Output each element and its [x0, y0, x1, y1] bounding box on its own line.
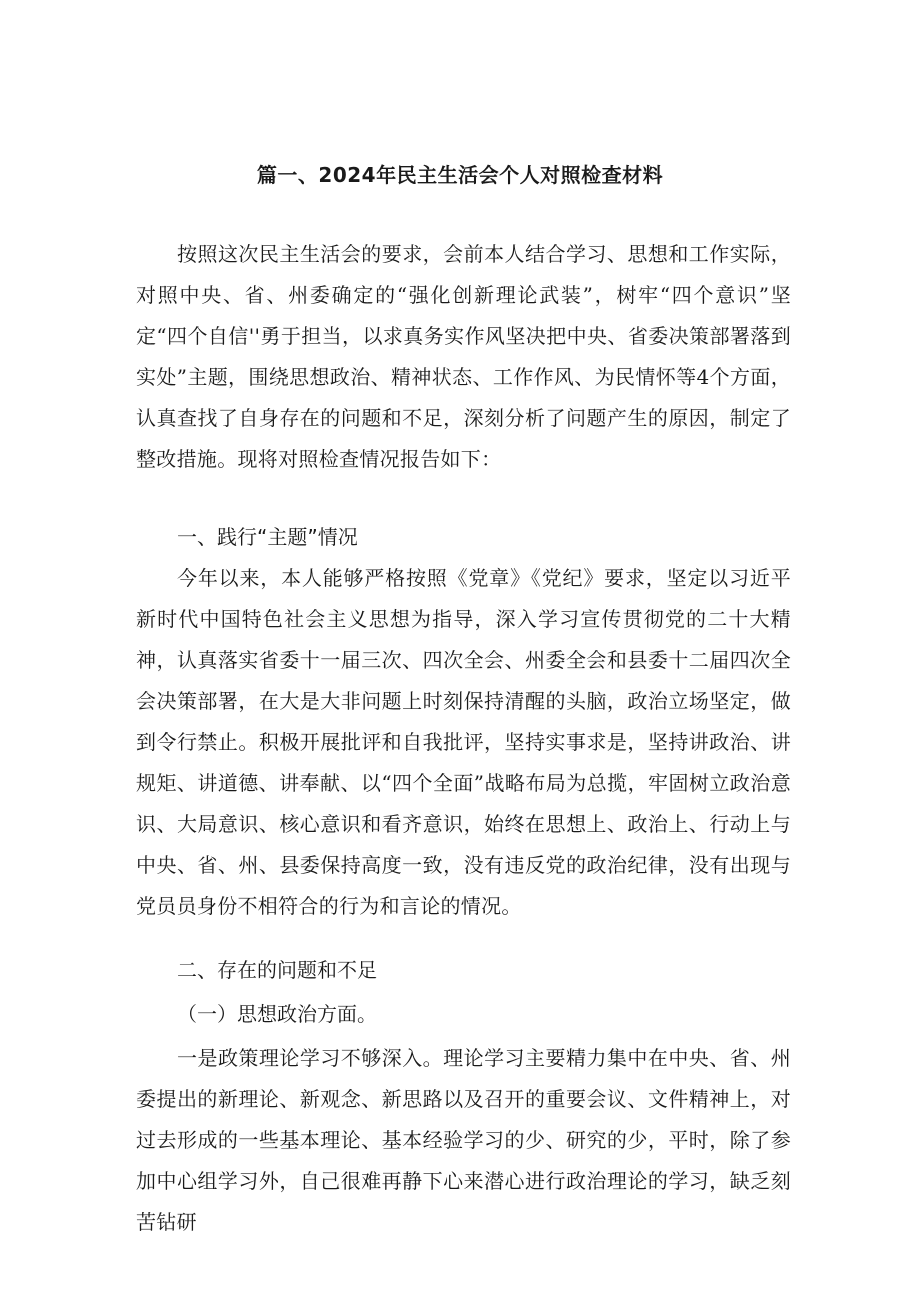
section-one-paragraph: 今年以来，本人能够严格按照《党章》《党纪》要求，坚定以习近平新时代中国特色社会主义思想为指导，深入学习宣传贯彻党的二十大精神，认真落实省委十一届三次、四次全会、州委全会和县委十二届四次全会决策部署，在大是大非问题上时刻保持清醒的头脑，政治立场坚定，做到令行禁止。积极开展批评和自我批评，坚持实事求是，坚持讲政治、讲规矩、讲道德、讲奉献、以“四个全面”战略布局为总揽，牢固树立政治意识、大局意识、核心意识和看齐意识，始终在思想上、政治上、行动上与中央、省、州、县委保持高度一致，没有违反党的政治纪律，没有出现与党员员身份不相符合的行为和言论的情况。 [136, 566, 791, 918]
section-one-heading: 一、践行“主题”情况 [177, 525, 358, 549]
section-two-heading: 二、存在的问题和不足 [177, 958, 377, 982]
section-two-subheading: （一）思想政治方面。 [177, 1002, 377, 1026]
section-two-paragraph: 一是政策理论学习不够深入。理论学习主要精力集中在中央、省、州委提出的新理论、新观念、新思路以及召开的重要会议、文件精神上，对过去形成的一些基本理论、基本经验学习的少、研究的少，平时，除了参加中心组学习外，自己很难再静下心来潜心进行政治理论的学习，缺乏刻苦钻研 [136, 1046, 791, 1234]
document-title: 篇一、2024年民主生活会个人对照检查材料 [256, 163, 664, 187]
intro-paragraph: 按照这次民主生活会的要求，会前本人结合学习、思想和工作实际，对照中央、省、州委确定的“强化创新理论武装”，树牢“四个意识”坚定“四个自信''勇于担当，以求真务实作风坚决把中央、省委决策部署落到实处”主题，围绕思想政治、精神状态、工作作风、为民情怀等4个方面，认真查找了自身存在的问题和不足，深刻分析了问题产生的原因，制定了整改措施。现将对照检查情况报告如下： [136, 242, 791, 471]
